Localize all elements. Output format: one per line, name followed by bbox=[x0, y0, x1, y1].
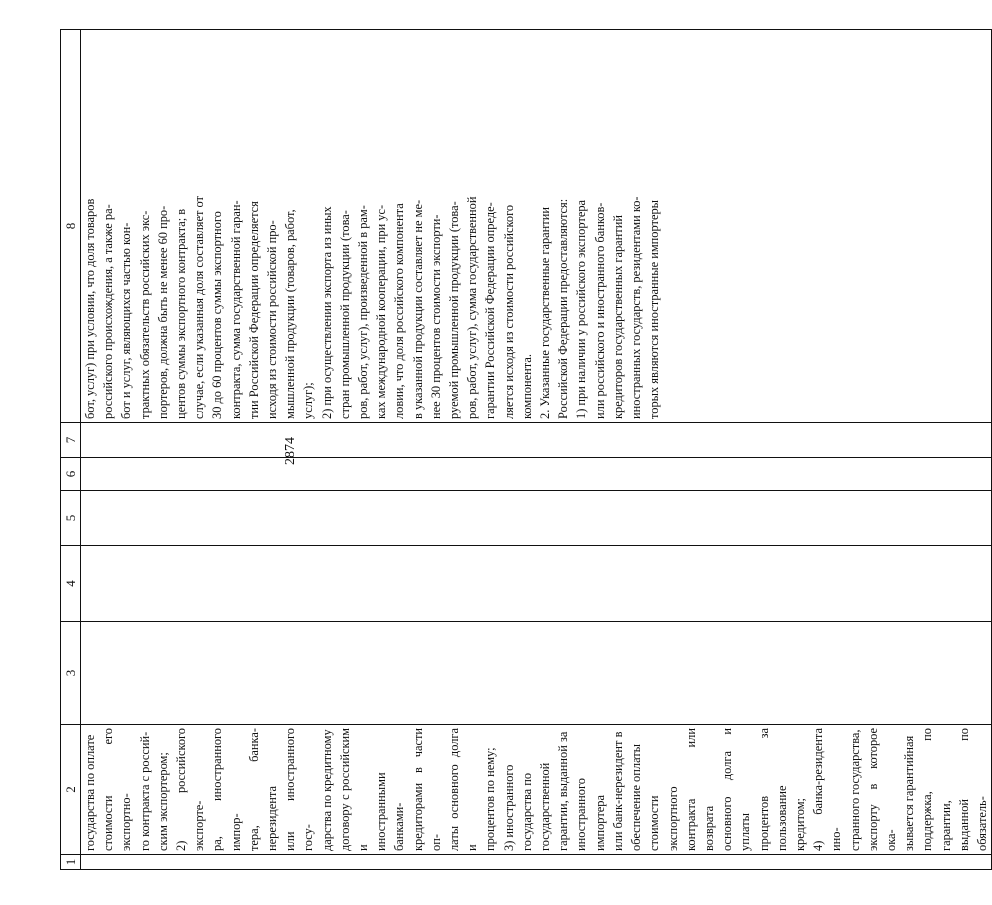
column-header-7: 7 bbox=[61, 423, 81, 458]
text-line: в указанной продукции составляет не ме- bbox=[410, 199, 425, 419]
text-line: нее 30 процентов стоимости экспорти- bbox=[428, 214, 443, 419]
text-line: ках международной кооперации, при ус- bbox=[374, 204, 389, 419]
text-line: договору с российским и bbox=[337, 728, 371, 851]
legal-table bbox=[60, 29, 992, 870]
text-line: случае, если указанная доля составляет от bbox=[192, 196, 207, 419]
text-line: государственной bbox=[538, 762, 553, 851]
text-line: экспорту в которое ока- bbox=[865, 728, 898, 851]
table-row bbox=[81, 30, 992, 870]
col2-text bbox=[81, 728, 991, 851]
text-line: 30 до 60 процентов суммы экспортного bbox=[210, 211, 225, 419]
text-line: Российской Федерации предоставляются: bbox=[556, 198, 571, 419]
text-line: или иностранного госу- bbox=[283, 728, 316, 851]
text-line: обеспечение оплаты bbox=[629, 744, 644, 851]
col8-text bbox=[81, 33, 664, 419]
text-line: мышленной продукции (товаров, работ, bbox=[283, 209, 298, 419]
text-line: ляется исходя из стоимости российского bbox=[501, 204, 516, 419]
rotated-table-container bbox=[60, 30, 989, 870]
text-line: бот и услуг, являющихся частью кон- bbox=[119, 222, 134, 419]
column-header-2: 2 bbox=[61, 725, 81, 855]
column-header-1: 1 bbox=[61, 855, 81, 870]
cell-col-1 bbox=[81, 855, 992, 870]
text-line: иностранных государств, резидентами ко- bbox=[629, 196, 644, 419]
text-line: руемой промышленной продукции (това- bbox=[447, 201, 462, 419]
text-line: ров, работ, услуг), сумма государственной bbox=[465, 196, 480, 419]
text-line: латы основного долга и bbox=[447, 728, 480, 851]
text-line: процентов за пользование bbox=[756, 728, 789, 851]
cell-col-4 bbox=[81, 546, 992, 622]
column-header-6: 6 bbox=[61, 458, 81, 491]
text-line: исходя из стоимости российской про- bbox=[265, 220, 280, 419]
text-line: гарантии Российской Федерации опреде- bbox=[483, 202, 498, 419]
cell-col-7 bbox=[81, 423, 992, 458]
text-line: поддержка, по гарантии, bbox=[920, 728, 953, 851]
text-line: тии Российской Федерации определяется bbox=[246, 201, 261, 419]
text-line: 2) при осуществлении экспорта из иных bbox=[319, 206, 334, 419]
text-line: ловии, что доля российского компонента bbox=[392, 203, 407, 419]
cell-col-6 bbox=[81, 458, 992, 491]
text-line: портеров, должна быть не менее 60 про- bbox=[155, 205, 170, 419]
text-line: выданной по обязатель- bbox=[956, 728, 989, 851]
text-line: тера, банка-нерезидента bbox=[246, 728, 280, 851]
column-header-3: 3 bbox=[61, 622, 81, 725]
text-line: трактных обязательств российских экс- bbox=[137, 210, 152, 419]
page-number: 2874 bbox=[283, 437, 298, 465]
text-line: услуг); bbox=[301, 382, 316, 419]
cell-col-3 bbox=[81, 622, 992, 725]
column-header-5: 5 bbox=[61, 491, 81, 546]
text-line: странного государства, bbox=[847, 729, 862, 851]
text-line: 2) российского экспорте- bbox=[174, 728, 207, 851]
cell-col-5 bbox=[81, 491, 992, 546]
cell-col-2 bbox=[81, 725, 992, 855]
text-line: стоимости экспортного bbox=[647, 786, 680, 851]
header-row bbox=[61, 30, 81, 870]
text-line: основного долга и уплаты bbox=[720, 728, 753, 851]
text-line: иностранными банками- bbox=[374, 772, 407, 851]
column-header-4: 4 bbox=[61, 546, 81, 622]
text-line: кредитом; bbox=[792, 798, 807, 851]
text-line: компонента. bbox=[519, 354, 534, 419]
text-line: 3) иностранного bbox=[501, 764, 516, 851]
text-line: ров, работ, услуг), произведенной в рам- bbox=[356, 205, 371, 419]
text-line: кредиторами в части оп- bbox=[410, 728, 443, 851]
text-line: государства по bbox=[519, 772, 534, 851]
text-line: гарантии, выданной за bbox=[556, 731, 571, 851]
text-line: контракта или возврата bbox=[683, 728, 716, 851]
text-line: 2. Указанные государственные гарантии bbox=[538, 207, 553, 419]
text-line: ским экспортером; bbox=[155, 752, 170, 851]
text-line: процентов по нему; bbox=[483, 747, 498, 851]
text-line: центов суммы экспортного контракта; в bbox=[174, 208, 189, 419]
text-line: стран промышленной продукции (това- bbox=[337, 210, 352, 419]
text-line: 4) банка-резидента ино- bbox=[811, 728, 844, 851]
text-line: дарства по кредитному bbox=[319, 729, 334, 851]
text-line: стоимости его экспортно- bbox=[101, 728, 134, 851]
text-line: го контракта с россий- bbox=[137, 731, 152, 851]
text-line: государства по оплате bbox=[83, 734, 97, 851]
text-line: ра, иностранного импор- bbox=[210, 728, 243, 851]
text-line: зывается гарантийная bbox=[902, 735, 917, 851]
text-line: 1) при наличии у российского экспортера bbox=[574, 199, 589, 419]
text-line: контракта, сумма государственной гаран- bbox=[228, 200, 243, 419]
text-line: торых являются иностранные импортеры bbox=[647, 200, 662, 419]
text-line: или российского и иностранного банков- bbox=[592, 202, 607, 419]
text-line: или банк-нерезидент в bbox=[610, 731, 625, 851]
text-line: иностранного импортера bbox=[574, 778, 607, 851]
column-header-8: 8 bbox=[61, 30, 81, 423]
cell-col-8 bbox=[81, 30, 992, 423]
text-line: российского происхождения, а также ра- bbox=[101, 204, 116, 419]
text-line: кредиторов государственных гарантий bbox=[610, 215, 625, 419]
text-line: бот, услуг) при условии, что доля товаров bbox=[83, 198, 97, 419]
